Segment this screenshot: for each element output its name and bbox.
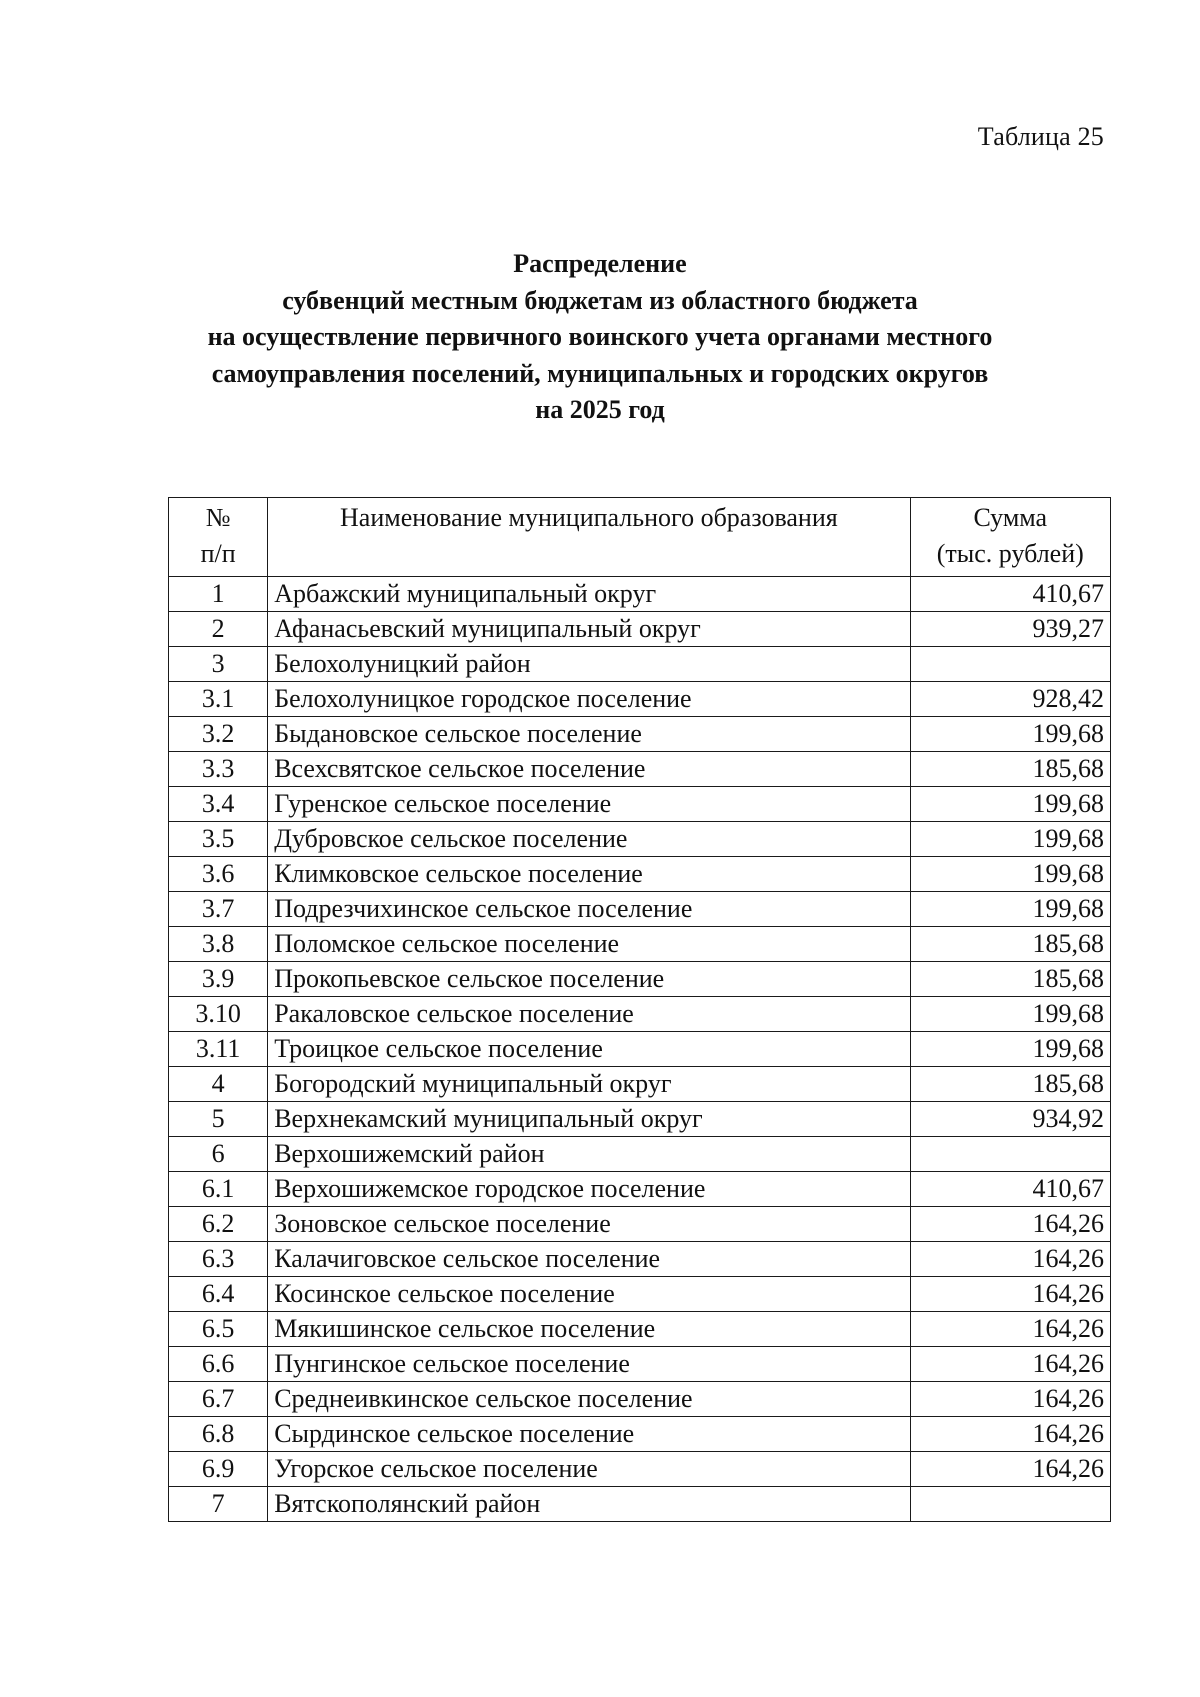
row-name: Косинское сельское поселение	[268, 1277, 910, 1312]
row-sum: 934,92	[910, 1102, 1110, 1137]
table-header-row	[169, 498, 1111, 577]
row-number: 3.4	[169, 787, 268, 822]
row-number: 3.6	[169, 857, 268, 892]
row-sum: 199,68	[910, 997, 1110, 1032]
table-row	[169, 1102, 1111, 1137]
row-sum: 199,68	[910, 717, 1110, 752]
row-sum: 185,68	[910, 752, 1110, 787]
row-name: Гуренское сельское поселение	[268, 787, 910, 822]
row-name: Зоновское сельское поселение	[268, 1207, 910, 1242]
table-row	[169, 787, 1111, 822]
row-sum: 199,68	[910, 1032, 1110, 1067]
title-line: на осуществление первичного воинского учета органами местного	[207, 322, 993, 351]
row-name: Ракаловское сельское поселение	[268, 997, 910, 1032]
row-number: 5	[169, 1102, 268, 1137]
row-number: 1	[169, 577, 268, 612]
row-name: Верхнекамский муниципальный округ	[268, 1102, 910, 1137]
row-name: Мякишинское сельское поселение	[268, 1312, 910, 1347]
row-number: 6.3	[169, 1242, 268, 1277]
table-row	[169, 857, 1111, 892]
row-number: 2	[169, 612, 268, 647]
row-number: 6.4	[169, 1277, 268, 1312]
table-row	[169, 1312, 1111, 1347]
row-sum: 199,68	[910, 892, 1110, 927]
row-number: 3.1	[169, 682, 268, 717]
table-row	[169, 752, 1111, 787]
table-row	[169, 1347, 1111, 1382]
row-name: Верхошижемский район	[268, 1137, 910, 1172]
table-row	[169, 717, 1111, 752]
row-sum	[910, 1487, 1110, 1522]
row-number: 3.8	[169, 927, 268, 962]
header-sum	[910, 498, 1110, 577]
header-sum-title: Сумма	[973, 503, 1048, 532]
row-sum: 164,26	[910, 1312, 1110, 1347]
document-title	[0, 246, 1200, 429]
row-number: 3.11	[169, 1032, 268, 1067]
row-sum: 199,68	[910, 857, 1110, 892]
row-name: Пунгинское сельское поселение	[268, 1347, 910, 1382]
subsidy-distribution-table	[168, 497, 1111, 1522]
row-number: 6.8	[169, 1417, 268, 1452]
row-sum: 164,26	[910, 1347, 1110, 1382]
title-line: самоуправления поселений, муниципальных и городских округов	[211, 358, 989, 388]
row-number: 3.7	[169, 892, 268, 927]
table-number-label: Таблица 25	[977, 122, 1104, 151]
table-row	[169, 1067, 1111, 1102]
table-row	[169, 1207, 1111, 1242]
title-line: Распределение	[513, 249, 687, 278]
row-sum: 928,42	[910, 682, 1110, 717]
row-name: Климковское сельское поселение	[268, 857, 910, 892]
row-number: 6	[169, 1137, 268, 1172]
table-body	[169, 577, 1111, 1522]
row-number: 3.5	[169, 822, 268, 857]
row-number: 6.5	[169, 1312, 268, 1347]
table-row	[169, 647, 1111, 682]
row-number: 6.7	[169, 1382, 268, 1417]
table-row	[169, 1452, 1111, 1487]
row-name: Быдановское сельское поселение	[268, 717, 910, 752]
row-number: 3.2	[169, 717, 268, 752]
row-number: 4	[169, 1067, 268, 1102]
row-name: Верхошижемское городское поселение	[268, 1172, 910, 1207]
table-row	[169, 822, 1111, 857]
row-name: Всехсвятское сельское поселение	[268, 752, 910, 787]
row-sum	[910, 1137, 1110, 1172]
row-sum: 185,68	[910, 1067, 1110, 1102]
header-name: Наименование муниципального образования	[268, 498, 910, 577]
row-name: Афанасьевский муниципальный округ	[268, 612, 910, 647]
row-name: Арбажский муниципальный округ	[268, 577, 910, 612]
row-sum: 185,68	[910, 962, 1110, 997]
row-number: 3.10	[169, 997, 268, 1032]
row-number: 6.6	[169, 1347, 268, 1382]
table-row	[169, 1417, 1111, 1452]
row-sum: 164,26	[910, 1277, 1110, 1312]
row-sum: 199,68	[910, 822, 1110, 857]
table-row	[169, 1487, 1111, 1522]
row-name: Дубровское сельское поселение	[268, 822, 910, 857]
table-row	[169, 927, 1111, 962]
row-name: Поломское сельское поселение	[268, 927, 910, 962]
title-line: на 2025 год	[535, 395, 665, 424]
row-name: Сырдинское сельское поселение	[268, 1417, 910, 1452]
row-name: Среднеивкинское сельское поселение	[268, 1382, 910, 1417]
row-name: Вятскополянский район	[268, 1487, 910, 1522]
table-row	[169, 1382, 1111, 1417]
table-row	[169, 1172, 1111, 1207]
row-number: 7	[169, 1487, 268, 1522]
row-sum: 410,67	[910, 1172, 1110, 1207]
row-name: Угорское сельское поселение	[268, 1452, 910, 1487]
row-name: Белохолуницкий район	[268, 647, 910, 682]
row-name: Богородский муниципальный округ	[268, 1067, 910, 1102]
row-sum: 939,27	[910, 612, 1110, 647]
row-sum: 164,26	[910, 1242, 1110, 1277]
title-line: субвенций местным бюджетам из областного бюджета	[282, 285, 918, 315]
row-name: Калачиговское сельское поселение	[268, 1242, 910, 1277]
row-number: 3	[169, 647, 268, 682]
row-name: Подрезчихинское сельское поселение	[268, 892, 910, 927]
row-sum: 164,26	[910, 1452, 1110, 1487]
row-number: 3.3	[169, 752, 268, 787]
row-sum: 164,26	[910, 1207, 1110, 1242]
table-row	[169, 997, 1111, 1032]
table-row	[169, 577, 1111, 612]
table-row	[169, 892, 1111, 927]
row-name: Прокопьевское сельское поселение	[268, 962, 910, 997]
row-number: 6.1	[169, 1172, 268, 1207]
row-name: Белохолуницкое городское поселение	[268, 682, 910, 717]
row-number: 3.9	[169, 962, 268, 997]
header-number-symbol: №	[205, 503, 231, 532]
row-sum: 199,68	[910, 787, 1110, 822]
table-row	[169, 682, 1111, 717]
row-sum	[910, 647, 1110, 682]
table-row	[169, 612, 1111, 647]
table-row	[169, 1137, 1111, 1172]
row-number: 6.9	[169, 1452, 268, 1487]
header-number	[169, 498, 268, 577]
row-sum: 185,68	[910, 927, 1110, 962]
row-number: 6.2	[169, 1207, 268, 1242]
row-sum: 164,26	[910, 1382, 1110, 1417]
table-row	[169, 1032, 1111, 1067]
row-sum: 164,26	[910, 1417, 1110, 1452]
table-row	[169, 962, 1111, 997]
header-number-abbrev: п/п	[200, 539, 236, 568]
row-sum: 410,67	[910, 577, 1110, 612]
table-row	[169, 1242, 1111, 1277]
table-row	[169, 1277, 1111, 1312]
row-name: Троицкое сельское поселение	[268, 1032, 910, 1067]
header-sum-unit: (тыс. рублей)	[936, 539, 1084, 568]
